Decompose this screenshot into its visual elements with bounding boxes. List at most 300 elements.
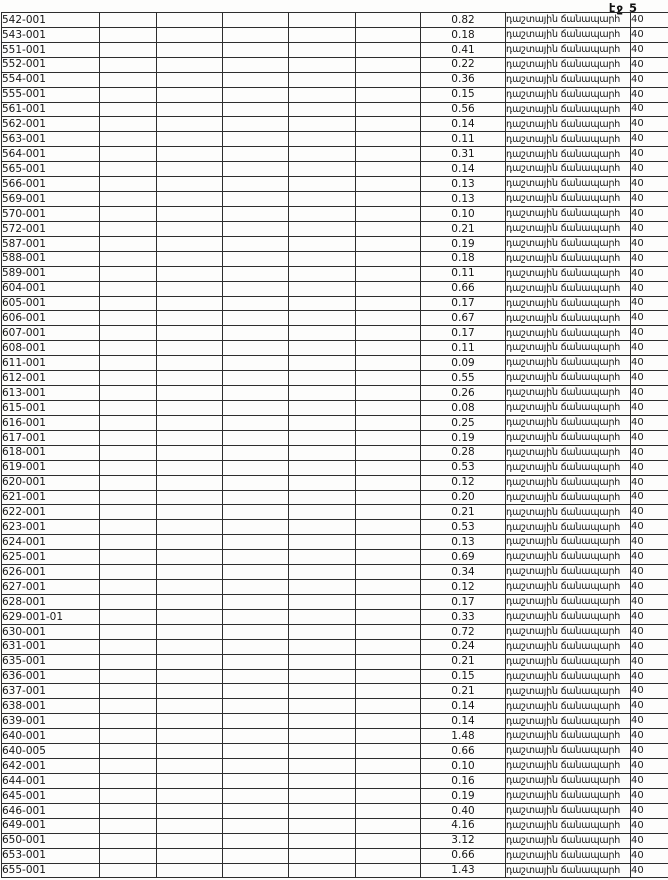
empty-cell — [100, 609, 157, 624]
parcel-code-cell: 628-001 — [2, 594, 100, 609]
empty-cell — [100, 535, 157, 550]
land-type-cell: դաշտային ճանապարհ — [506, 759, 631, 774]
empty-cell — [223, 654, 289, 669]
empty-cell — [289, 266, 356, 281]
land-type-cell: դաշտային ճանապարհ — [506, 236, 631, 251]
empty-cell — [356, 311, 421, 326]
land-type-cell: դաշտային ճանապարհ — [506, 565, 631, 580]
land-type-cell: դաշտային ճանապարհ — [506, 311, 631, 326]
parcel-code-cell: 611-001 — [2, 356, 100, 371]
land-type-cell: դաշտային ճանապարհ — [506, 177, 631, 192]
area-value-cell: 0.36 — [421, 72, 506, 87]
area-value-cell: 0.20 — [421, 490, 506, 505]
empty-cell — [356, 714, 421, 729]
edge-fragment-cell: 40 — [631, 236, 668, 251]
empty-cell — [289, 117, 356, 132]
table-row — [2, 311, 668, 326]
table-row — [2, 729, 668, 744]
empty-cell — [289, 102, 356, 117]
land-type-cell: դաշտային ճանապարհ — [506, 341, 631, 356]
empty-cell — [223, 415, 289, 430]
empty-cell — [157, 505, 223, 520]
empty-cell — [223, 251, 289, 266]
empty-cell — [223, 639, 289, 654]
empty-cell — [289, 236, 356, 251]
parcel-code-cell: 619-001 — [2, 460, 100, 475]
table-row — [2, 177, 668, 192]
empty-cell — [100, 341, 157, 356]
land-type-cell: դաշտային ճանապարհ — [506, 206, 631, 221]
empty-cell — [289, 594, 356, 609]
page-number-label: էջ 5 — [608, 1, 638, 15]
empty-cell — [157, 609, 223, 624]
parcel-code-cell: 650-001 — [2, 833, 100, 848]
empty-cell — [356, 13, 421, 28]
land-type-cell: դաշտային ճանապարհ — [506, 669, 631, 684]
empty-cell — [100, 221, 157, 236]
area-value-cell: 0.17 — [421, 296, 506, 311]
area-value-cell: 0.14 — [421, 117, 506, 132]
parcel-code-cell: 612-001 — [2, 371, 100, 386]
empty-cell — [100, 251, 157, 266]
empty-cell — [223, 759, 289, 774]
land-type-cell: դաշտային ճանապարհ — [506, 221, 631, 236]
parcel-code-cell: 617-001 — [2, 430, 100, 445]
empty-cell — [100, 744, 157, 759]
edge-fragment-cell: 40 — [631, 177, 668, 192]
parcel-code-cell: 635-001 — [2, 654, 100, 669]
empty-cell — [223, 221, 289, 236]
land-type-cell: դաշտային ճանապարհ — [506, 445, 631, 460]
area-value-cell: 1.43 — [421, 863, 506, 878]
empty-cell — [289, 296, 356, 311]
edge-fragment-cell: 40 — [631, 356, 668, 371]
area-value-cell: 0.14 — [421, 699, 506, 714]
parcel-code-cell: 626-001 — [2, 565, 100, 580]
empty-cell — [289, 639, 356, 654]
empty-cell — [100, 192, 157, 207]
area-value-cell: 0.21 — [421, 654, 506, 669]
empty-cell — [157, 356, 223, 371]
land-type-cell: դաշտային ճանապարհ — [506, 505, 631, 520]
empty-cell — [356, 162, 421, 177]
parcel-code-cell: 615-001 — [2, 400, 100, 415]
empty-cell — [100, 460, 157, 475]
empty-cell — [356, 818, 421, 833]
area-value-cell: 0.10 — [421, 206, 506, 221]
empty-cell — [157, 72, 223, 87]
empty-cell — [100, 371, 157, 386]
empty-cell — [289, 87, 356, 102]
empty-cell — [100, 788, 157, 803]
table-row — [2, 848, 668, 863]
area-value-cell: 0.14 — [421, 162, 506, 177]
empty-cell — [289, 460, 356, 475]
table-row — [2, 654, 668, 669]
empty-cell — [223, 744, 289, 759]
empty-cell — [223, 565, 289, 580]
edge-fragment-cell: 40 — [631, 162, 668, 177]
edge-fragment-cell: 40 — [631, 535, 668, 550]
empty-cell — [223, 147, 289, 162]
empty-cell — [100, 386, 157, 401]
table-row — [2, 565, 668, 580]
edge-fragment-cell: 40 — [631, 848, 668, 863]
parcel-code-cell: 564-001 — [2, 147, 100, 162]
empty-cell — [157, 594, 223, 609]
empty-cell — [157, 281, 223, 296]
empty-cell — [356, 251, 421, 266]
empty-cell — [100, 729, 157, 744]
table-row — [2, 147, 668, 162]
empty-cell — [223, 580, 289, 595]
empty-cell — [289, 147, 356, 162]
empty-cell — [100, 13, 157, 28]
empty-cell — [223, 699, 289, 714]
empty-cell — [356, 400, 421, 415]
empty-cell — [157, 714, 223, 729]
empty-cell — [223, 206, 289, 221]
area-value-cell: 0.13 — [421, 192, 506, 207]
edge-fragment-cell: 40 — [631, 550, 668, 565]
land-type-cell: դաշտային ճանապարհ — [506, 609, 631, 624]
table-row — [2, 863, 668, 878]
empty-cell — [289, 177, 356, 192]
edge-fragment-cell: 40 — [631, 460, 668, 475]
edge-fragment-cell: 40 — [631, 624, 668, 639]
empty-cell — [356, 192, 421, 207]
land-type-cell: դաշտային ճանապարհ — [506, 729, 631, 744]
empty-cell — [100, 132, 157, 147]
empty-cell — [100, 356, 157, 371]
empty-cell — [289, 684, 356, 699]
edge-fragment-cell: 40 — [631, 326, 668, 341]
empty-cell — [223, 684, 289, 699]
area-value-cell: 0.22 — [421, 57, 506, 72]
empty-cell — [223, 326, 289, 341]
empty-cell — [356, 803, 421, 818]
edge-fragment-cell: 40 — [631, 833, 668, 848]
edge-fragment-cell: 40 — [631, 699, 668, 714]
land-type-cell: դաշտային ճանապարհ — [506, 72, 631, 87]
empty-cell — [157, 475, 223, 490]
area-value-cell: 0.12 — [421, 580, 506, 595]
empty-cell — [157, 132, 223, 147]
table-row — [2, 803, 668, 818]
table-row — [2, 788, 668, 803]
empty-cell — [289, 221, 356, 236]
parcel-code-cell: 561-001 — [2, 102, 100, 117]
empty-cell — [223, 236, 289, 251]
edge-fragment-cell: 40 — [631, 580, 668, 595]
empty-cell — [289, 818, 356, 833]
empty-cell — [289, 326, 356, 341]
area-value-cell: 0.13 — [421, 535, 506, 550]
empty-cell — [100, 654, 157, 669]
edge-fragment-cell: 40 — [631, 102, 668, 117]
area-value-cell: 0.40 — [421, 803, 506, 818]
empty-cell — [157, 490, 223, 505]
empty-cell — [100, 490, 157, 505]
table-row — [2, 162, 668, 177]
table-row — [2, 818, 668, 833]
parcel-code-cell: 653-001 — [2, 848, 100, 863]
parcel-code-cell: 627-001 — [2, 580, 100, 595]
table-row — [2, 833, 668, 848]
empty-cell — [356, 445, 421, 460]
parcel-code-cell: 639-001 — [2, 714, 100, 729]
empty-cell — [289, 848, 356, 863]
parcel-code-cell: 640-005 — [2, 744, 100, 759]
empty-cell — [100, 162, 157, 177]
table-row — [2, 684, 668, 699]
area-value-cell: 0.25 — [421, 415, 506, 430]
empty-cell — [223, 266, 289, 281]
empty-cell — [289, 654, 356, 669]
table-row — [2, 102, 668, 117]
empty-cell — [356, 72, 421, 87]
empty-cell — [289, 490, 356, 505]
land-type-cell: դաշտային ճանապարհ — [506, 803, 631, 818]
table-row — [2, 221, 668, 236]
empty-cell — [223, 117, 289, 132]
empty-cell — [157, 42, 223, 57]
land-type-cell: դաշտային ճանապարհ — [506, 57, 631, 72]
empty-cell — [100, 281, 157, 296]
empty-cell — [100, 684, 157, 699]
empty-cell — [289, 669, 356, 684]
edge-fragment-cell: 40 — [631, 117, 668, 132]
empty-cell — [157, 386, 223, 401]
area-value-cell: 1.48 — [421, 729, 506, 744]
empty-cell — [356, 236, 421, 251]
empty-cell — [100, 177, 157, 192]
empty-cell — [100, 430, 157, 445]
table-row — [2, 490, 668, 505]
empty-cell — [223, 162, 289, 177]
edge-fragment-cell: 40 — [631, 266, 668, 281]
empty-cell — [289, 162, 356, 177]
table-row — [2, 13, 668, 28]
table-row — [2, 371, 668, 386]
empty-cell — [289, 788, 356, 803]
area-value-cell: 0.66 — [421, 281, 506, 296]
empty-cell — [356, 535, 421, 550]
empty-cell — [100, 699, 157, 714]
edge-fragment-cell: 40 — [631, 863, 668, 878]
parcel-code-cell: 649-001 — [2, 818, 100, 833]
parcel-code-cell: 624-001 — [2, 535, 100, 550]
empty-cell — [157, 580, 223, 595]
empty-cell — [356, 266, 421, 281]
edge-fragment-cell: 40 — [631, 400, 668, 415]
empty-cell — [157, 400, 223, 415]
empty-cell — [157, 744, 223, 759]
edge-fragment-cell: 40 — [631, 565, 668, 580]
empty-cell — [289, 475, 356, 490]
land-type-cell: դաշտային ճանապարհ — [506, 386, 631, 401]
empty-cell — [157, 117, 223, 132]
empty-cell — [356, 27, 421, 42]
empty-cell — [157, 27, 223, 42]
edge-fragment-cell: 40 — [631, 72, 668, 87]
edge-fragment-cell: 40 — [631, 386, 668, 401]
parcel-code-cell: 565-001 — [2, 162, 100, 177]
empty-cell — [289, 415, 356, 430]
empty-cell — [223, 863, 289, 878]
table-row — [2, 415, 668, 430]
empty-cell — [356, 505, 421, 520]
empty-cell — [356, 460, 421, 475]
parcel-code-cell: 607-001 — [2, 326, 100, 341]
edge-fragment-cell: 40 — [631, 490, 668, 505]
empty-cell — [223, 848, 289, 863]
edge-fragment-cell: 40 — [631, 42, 668, 57]
empty-cell — [100, 833, 157, 848]
table-row — [2, 609, 668, 624]
empty-cell — [100, 848, 157, 863]
parcel-code-cell: 589-001 — [2, 266, 100, 281]
area-value-cell: 0.66 — [421, 848, 506, 863]
land-type-cell: դաշտային ճանապարհ — [506, 400, 631, 415]
empty-cell — [157, 371, 223, 386]
land-type-cell: դաշտային ճանապարհ — [506, 87, 631, 102]
land-type-cell: դաշտային ճանապարհ — [506, 520, 631, 535]
area-value-cell: 0.56 — [421, 102, 506, 117]
empty-cell — [100, 147, 157, 162]
parcel-code-cell: 655-001 — [2, 863, 100, 878]
empty-cell — [157, 311, 223, 326]
edge-fragment-cell: 40 — [631, 13, 668, 28]
empty-cell — [223, 833, 289, 848]
empty-cell — [289, 386, 356, 401]
empty-cell — [223, 102, 289, 117]
edge-fragment-cell: 40 — [631, 669, 668, 684]
empty-cell — [223, 609, 289, 624]
area-value-cell: 0.14 — [421, 714, 506, 729]
empty-cell — [157, 729, 223, 744]
empty-cell — [223, 550, 289, 565]
empty-cell — [223, 788, 289, 803]
empty-cell — [157, 460, 223, 475]
table-row — [2, 520, 668, 535]
edge-fragment-cell: 40 — [631, 714, 668, 729]
land-type-cell: դաշտային ճանապարհ — [506, 460, 631, 475]
land-type-cell: դաշտային ճանապարհ — [506, 430, 631, 445]
parcel-code-cell: 640-001 — [2, 729, 100, 744]
parcel-table — [1, 12, 668, 878]
area-value-cell: 0.31 — [421, 147, 506, 162]
area-value-cell: 0.67 — [421, 311, 506, 326]
empty-cell — [157, 415, 223, 430]
parcel-code-cell: 642-001 — [2, 759, 100, 774]
empty-cell — [289, 759, 356, 774]
table-row — [2, 550, 668, 565]
table-row — [2, 774, 668, 789]
land-type-cell: դաշտային ճանապարհ — [506, 192, 631, 207]
empty-cell — [289, 206, 356, 221]
empty-cell — [356, 221, 421, 236]
area-value-cell: 0.09 — [421, 356, 506, 371]
empty-cell — [223, 505, 289, 520]
area-value-cell: 0.11 — [421, 132, 506, 147]
area-value-cell: 0.82 — [421, 13, 506, 28]
edge-fragment-cell: 40 — [631, 371, 668, 386]
edge-fragment-cell: 40 — [631, 296, 668, 311]
empty-cell — [100, 87, 157, 102]
parcel-code-cell: 625-001 — [2, 550, 100, 565]
edge-fragment-cell: 40 — [631, 818, 668, 833]
empty-cell — [157, 788, 223, 803]
edge-fragment-cell: 40 — [631, 57, 668, 72]
empty-cell — [356, 684, 421, 699]
table-row — [2, 296, 668, 311]
parcel-code-cell: 636-001 — [2, 669, 100, 684]
table-row — [2, 57, 668, 72]
empty-cell — [223, 594, 289, 609]
parcel-code-cell: 616-001 — [2, 415, 100, 430]
empty-cell — [289, 535, 356, 550]
empty-cell — [356, 415, 421, 430]
land-type-cell: դաշտային ճանապարհ — [506, 744, 631, 759]
empty-cell — [157, 803, 223, 818]
empty-cell — [223, 818, 289, 833]
empty-cell — [356, 42, 421, 57]
edge-fragment-cell: 40 — [631, 221, 668, 236]
area-value-cell: 0.66 — [421, 744, 506, 759]
empty-cell — [100, 863, 157, 878]
empty-cell — [100, 236, 157, 251]
area-value-cell: 0.19 — [421, 788, 506, 803]
parcel-code-cell: 555-001 — [2, 87, 100, 102]
parcel-code-cell: 551-001 — [2, 42, 100, 57]
parcel-code-cell: 543-001 — [2, 27, 100, 42]
table-row — [2, 326, 668, 341]
empty-cell — [223, 400, 289, 415]
table-row — [2, 27, 668, 42]
parcel-code-cell: 621-001 — [2, 490, 100, 505]
empty-cell — [223, 42, 289, 57]
empty-cell — [356, 326, 421, 341]
land-type-cell: դաշտային ճանապարհ — [506, 27, 631, 42]
parcel-code-cell: 562-001 — [2, 117, 100, 132]
parcel-code-cell: 572-001 — [2, 221, 100, 236]
empty-cell — [157, 57, 223, 72]
area-value-cell: 0.21 — [421, 505, 506, 520]
empty-cell — [100, 565, 157, 580]
parcel-code-cell: 552-001 — [2, 57, 100, 72]
empty-cell — [356, 729, 421, 744]
area-value-cell: 0.11 — [421, 341, 506, 356]
empty-cell — [157, 669, 223, 684]
empty-cell — [157, 251, 223, 266]
empty-cell — [223, 803, 289, 818]
empty-cell — [100, 594, 157, 609]
table-row — [2, 714, 668, 729]
empty-cell — [289, 520, 356, 535]
edge-fragment-cell: 40 — [631, 744, 668, 759]
empty-cell — [100, 818, 157, 833]
empty-cell — [223, 27, 289, 42]
empty-cell — [356, 132, 421, 147]
empty-cell — [356, 371, 421, 386]
land-type-cell: դաշտային ճանապարհ — [506, 415, 631, 430]
empty-cell — [100, 624, 157, 639]
edge-fragment-cell: 40 — [631, 87, 668, 102]
parcel-table-body — [2, 13, 668, 878]
empty-cell — [289, 863, 356, 878]
empty-cell — [157, 699, 223, 714]
